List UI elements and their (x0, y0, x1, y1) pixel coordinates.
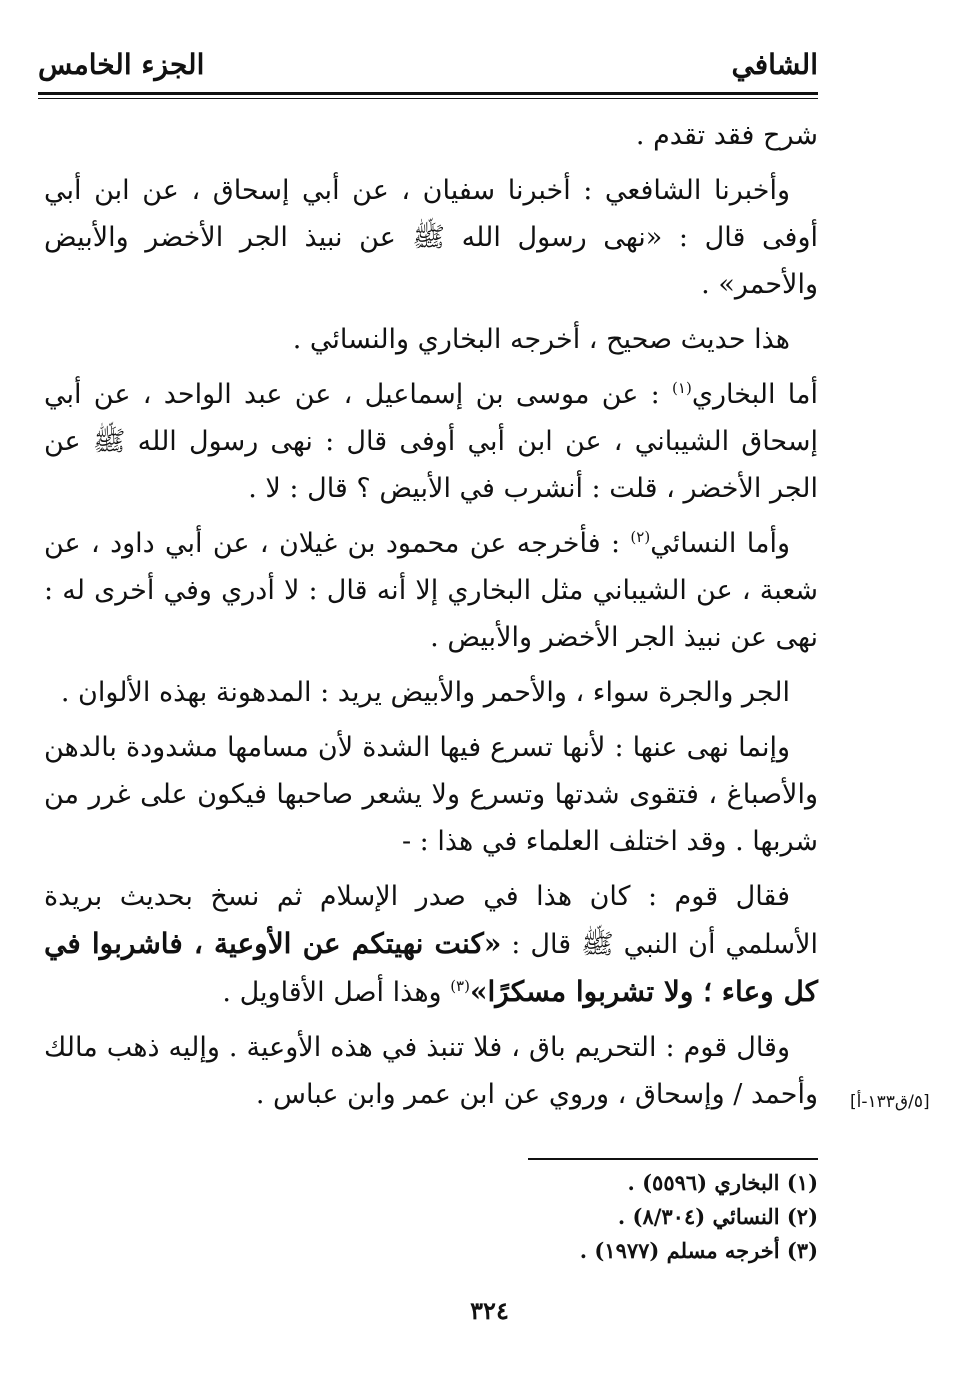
book-title: الشافي (731, 47, 818, 81)
footnote-marker-3: (٣) (450, 977, 470, 995)
bukhari-lead: أما البخاري (691, 379, 818, 410)
paragraph: الجر والجرة سواء ، والأحمر والأبيض يريد : المدهونة بهذه الألوان . (60, 677, 790, 708)
nasai-lead: وأما النسائي (650, 528, 790, 559)
buraydah-text: وهذا أصل الأقاويل . (222, 977, 451, 1008)
footnote-marker-1: (١) (672, 379, 692, 397)
paragraph: وأخبرنا الشافعي : أخبرنا سفيان ، عن أبي إسحاق ، عن ابن أبي أوفى قال : «نهى رسول الله ﷺ عن نبيذ الجر الأخضر والأبيض والأحمر» . (44, 175, 818, 300)
paragraph: وإنما نهى عنها : لأنها تسرع فيها الشدة لأن مسامها مشدودة بالدهن والأصباغ ، فتقوى شدتها وتسرع ولا يشعر صاحبها فيكون على غرر من شربها . وقد اختلف العلماء في هذا : - (44, 732, 818, 857)
footnote-1: (١) البخاري (٥٥٩٦) . (627, 1170, 818, 1195)
paragraph: وقال قوم : التحريم باق ، فلا تنبذ في هذه الأوعية . وإليه ذهب مالك وأحمد / وإسحاق ، وروي عن ابن عمر وابن عباس . (44, 1032, 818, 1110)
hadith-quote: «كنت نهيتكم عن الأوعية ، فاشربوا في كل وعاء ؛ ولا تشربوا مسكرًا» (44, 927, 818, 1008)
paragraph-buraydah (44, 873, 818, 1016)
footnote-rule (528, 1158, 818, 1160)
buraydah-lead: فقال قوم : كان هذا في صدر الإسلام ثم نسخ بحديث بريدة الأسلمي أن النبي ﷺ قال : (44, 881, 818, 960)
footnote-marker-2: (٢) (630, 528, 651, 546)
bukhari-text: : عن موسى بن إسماعيل ، عن عبد الواحد ، عن أبي إسحاق الشيباني ، عن ابن أبي أوفى قال : نهى رسول الله ﷺ عن الجر الأخضر ، قلت : أنشرب في الأبيض ؟ قال : لا . (44, 379, 818, 504)
footnote-2: (٢) النسائي (٨/٣٠٤) . (617, 1204, 818, 1229)
footnote-3: (٣) أخرجه مسلم (١٩٧٧) . (579, 1238, 818, 1263)
manuscript-folio-note: [٥/ق١٣٣-أ] (850, 1092, 930, 1112)
paragraph: هذا حديث صحيح ، أخرجه البخاري والنسائي . (292, 324, 790, 355)
footnotes (400, 1166, 818, 1268)
header-rule-thin (38, 98, 818, 99)
paragraph-bukhari (44, 371, 818, 512)
page-number: ٣٢٤ (470, 1296, 509, 1325)
header-rule-thick (38, 92, 818, 95)
paragraph: شرح فقد تقدم . (635, 120, 818, 151)
nasai-text: : فأخرجه عن محمود بن غيلان ، عن أبي داود ، عن شعبة ، عن الشيباني مثل البخاري إلا أنه قال : لا أدري وفي أخرى له : نهى عن نبيذ الجر الأخضر والأبيض . (44, 528, 818, 653)
main-text (44, 112, 818, 1126)
paragraph-nasai (44, 520, 818, 661)
running-header (38, 40, 818, 88)
volume-title: الجزء الخامس (38, 47, 205, 81)
